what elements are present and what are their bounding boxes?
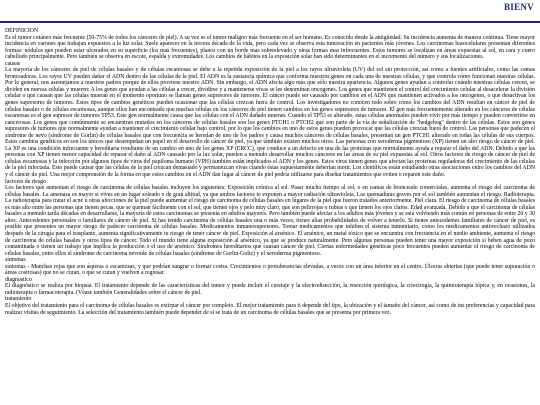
- section-paragraph: Los factores que aumentan el riesgo de carcinoma de células basales incluyen los siguientes: Exposición crónica al sol. Pasar mucho tiempo al sol, o en camas de bronceado comerciales, aumenta el riesgo del carcinoma de células basales. La amenaza es mayor si vives en un lugar soleado o de gran altitud, ya que ambos factores te exponen a mayor radiación ultravioleta. Las quemaduras graves por el sol también aumentan el riesgo. Radioterapia. La radioterapia para tratar el acné u otras afecciones de la piel puede aumentar el riesgo de carcinoma de células basales en lugares de la piel que fueron tratados anteriormente. Piel clara. El riesgo de carcinoma de células basales es más alto entre las personas que tienen pecas, que se queman fácilmente con el sol, que tienen ojos y pelo muy claro, que son pelirrojas o rubias o que tienen los ojos claros. Edad avanzada. Debido a que el carcinoma de células basales a menudo tarda décadas en desarrollarse, la mayoría de estos carcinomas se presenta en adultos mayores. Pero también puede afectar a los adultos más jóvenes y se está volviendo más común en personas de entre 20 y 30 años. Antecedentes personales o familiares de cáncer de piel. Si has tenido carcinoma de células basales una o más veces, tienes altas probabilidades de volver a tenerlo. Si tienes antecedentes familiares de cáncer de piel, es posible que presentes un mayor riesgo de padecer carcinoma de células basales. Medicamentos inmunosupresores. Tomar medicamentos que inhiben el sistema inmunitario, como los medicamentos antirrechazo utilizados después de la cirugía para el trasplante, aumenta significativamente tu riesgo de tener cáncer de piel. Exposición al arsénico. El arsénico, un metal tóxico que se encuentra con frecuencia en el medio ambiente, aumenta el riesgo de carcinoma de células basales y otros tipos de cáncer. Todo el mundo tiene alguna exposición al arsénico, ya que se produce naturalmente. Pero algunas personas pueden tener una mayor exposición si beben agua de pozo contaminada o tienen un trabajo que implica la producción o el uso de arsénico. Síndromes hereditarios que causan cáncer de piel. Ciertas enfermedades genéticas poco frecuentes pueden aumentar el riesgo de carcinoma de células basales, entre ellos el síndrome de carcinoma nevoide de células basales (síndrome de Gorlin-Goltz) y el xeroderma pigmentoso.: [5, 185, 535, 257]
- section-diagnostico: [5, 277, 535, 297]
- section-tratamiento: [5, 296, 535, 316]
- brand-logo-text: BIENV: [503, 2, 534, 12]
- section-causas: [5, 61, 535, 179]
- section-factores-de-riesgo: [5, 179, 535, 258]
- section-heading: factores de riesgo: [5, 178, 46, 185]
- section-heading: causas: [5, 60, 21, 67]
- section-paragraph: síntomas - Manchas rojas que son ásperas o escamosas, y que podrían sangrar o formar costra. Crecimientos o protuberancias elevadas, a veces con un área inferior en el centro. Úlceras abiertas (que puede tener supuración o áreas costrosas) que no se curan, o que se curan y vuelven a regresar.: [5, 263, 535, 277]
- section-heading: síntomas: [5, 257, 26, 264]
- section-paragraph: La mayoría de los cánceres de piel de células basales y de células escamosas se debe a la repetida exposición de la piel a los rayos ultravioleta (UV) del sol sin protección, así como a fuentes artificiales, como las camas bronceadoras. Los rayos UV pueden dañar el ADN dentro de las células de la piel. El ADN es la sustancia química que conforma nuestros genes en cada una de nuestras células, y que controla cómo funcionan nuestras células. Por lo general, nos asemejamos a nuestros padres porque de ellos proviene nuestro ADN. Sin embargo, el ADN afecta algo más que sólo nuestra apariencia. Algunos genes ayudan a controlar cuándo nuestras células crecen, se dividen en nuevas células y mueren: A los genes que ayudan a las células a crecer, dividirse y a mantenerse vivas se les denominan oncogenes. Los genes que mantienen el control del crecimiento celular al desacelerar la división celular o que causan que las células mueran en el momento oportuno se llaman genes supresores de tumores. El cáncer puede ser causado por cambios en el ADN que mantienen activados a los oncogenes, o que desactivan los genes supresores de tumores. Estos tipos de cambios genéticos pueden ocasionar que las células crezcan fuera de control. Los investigadores no conocen todo sobre cómo los cambios del ADN resultan en cáncer de piel de células basales o de células escamosas, aunque ellos han encontrado que muchas células en los cánceres de piel tienen cambios en los genes supresores de tumores. El gen más frecuentemente alterado en los cánceres de células escamosas es el gen supresor de tumores TP53. Este gen normalmente causa que las células con el ADN dañado mueran. Cuando el TP53 es alterado, estas células anormales pueden vivir por más tiempo y pueden convertirse en cancerosas. Los genes que comúnmente se encuentran mutados en los cánceres de células basales son los genes PTCH1 o PTCH2 que son parte de la vía de señalización de "hedgehog" dentro de las células. Estos son genes supresores de tumores que normalmente ayudan a mantener el crecimiento celular bajo control, por lo que los cambios en uno de estos genes pueden provocar que las células crezcan fuera de control. Las personas que padecen el síndrome de nevo (síndrome de Gorlin) de células basales que con frecuencia se heredan de uno de los padres y causa muchos cánceres de células basales, presentan un gen PTCH1 alterado en todas las células de sus cuerpos. Estos cambios genéticos en son los únicos que desempeñan un papel en el desarrollo de cáncer de piel, ya que también existen muchos otros. Las personas con xeroderma pigmentoso (XP) tienen un alto riesgo de cáncer de piel. La XP es una condición infrecuente y hereditaria resultante de un cambio en uno de los genes XP (ERCC), que conduce a un defecto en una de las proteínas que normalmente ayuda a reparar el daño del ADN. Debido a que las personas con XP tienen menor capacidad de reparar el daño al ADN causado por la luz solar, pueden a menudo desarrollar muchos cánceres en las áreas de su piel expuestas al sol. Otros factores de riesgo de cáncer de piel de células escamosas y la infección por algunos tipos de virus del papiloma humano (VPH) también están implicados el ADN y los genes. Estos virus tienen genes que afectan las proteínas reguladoras del crecimiento de las células de la piel infectada. Esto puede causar que las células de la piel crezcan demasiado y permanezcan vivas cuando éstas supuestamente deberían morir. Los científicos están estudiando otras asociaciones entre los cambios del ADN y el cáncer de piel. Una mejor comprensión de la forma en que estos cambios en el ADN dan lugar al cáncer de piel podría utilizarse para diseñar tratamientos que eviten o reparen este daño.: [5, 67, 535, 179]
- section-heading: DEFINICION: [5, 28, 39, 34]
- section-paragraph: El diagnóstico se realiza por biopsia. El tratamiento depende de las características del tumor y puede incluir el curetaje y la electrodisección, la resección quirúrgica, la criocirugía, la quimioterapia tópica y, en ocasiones, la radioterapia o farmacoterapia. (Véase también Generalidades sobre el cáncer de piel.: [5, 283, 535, 296]
- section-definicion: [5, 28, 535, 61]
- section-heading: diagnostico: [5, 276, 32, 283]
- document-body: [5, 28, 535, 316]
- section-paragraph: El objetivo del tratamiento para el carcinoma de células basales es extirpar el cáncer por completo. El mejor tratamiento para ti depende del tipo, la ubicación y el tamaño del cáncer, así como de tus preferencias y capacidad para realizar visitas de seguimiento. La selección del tratamiento también puede depender de si se trata de un carcinoma de células basales que se presenta por primera vez.: [5, 302, 535, 316]
- header-divider: [0, 21, 540, 23]
- section-síntomas: [5, 257, 535, 277]
- section-paragraph: Es el tumor cutáneo más frecuente (50-75% de todos los cánceres de piel). A su vez es el tumor maligno más frecuente en el ser humano. Es conocido desde la antigüedad. Su incidencia aumenta de manera continua. Tiene mayor incidencia en varones que trabajan expuestos a la luz solar. Suele aparecer en la tercera década de la vida, pero cada vez se observa esta tumoración en pacientes más jóvenes. Los carcinomas basocelulares presentan diferentes formas: nódulos que pueden estar ulcerados en su superficie (los mas frecuentes), planos con un borde mas sobreelevado y otras formas mas infrecuentes. Estos tumores se localizan en áreas expuestas al sol, en cara y cuero cabelludo principalmente. Pero también se observa en escote, espalda y extremidades. Los cambios de hábitos en la exposición solar han sido determinantes en el incremento del número y sus localizaciones.: [5, 34, 535, 61]
- section-heading: tratamiento: [5, 296, 32, 303]
